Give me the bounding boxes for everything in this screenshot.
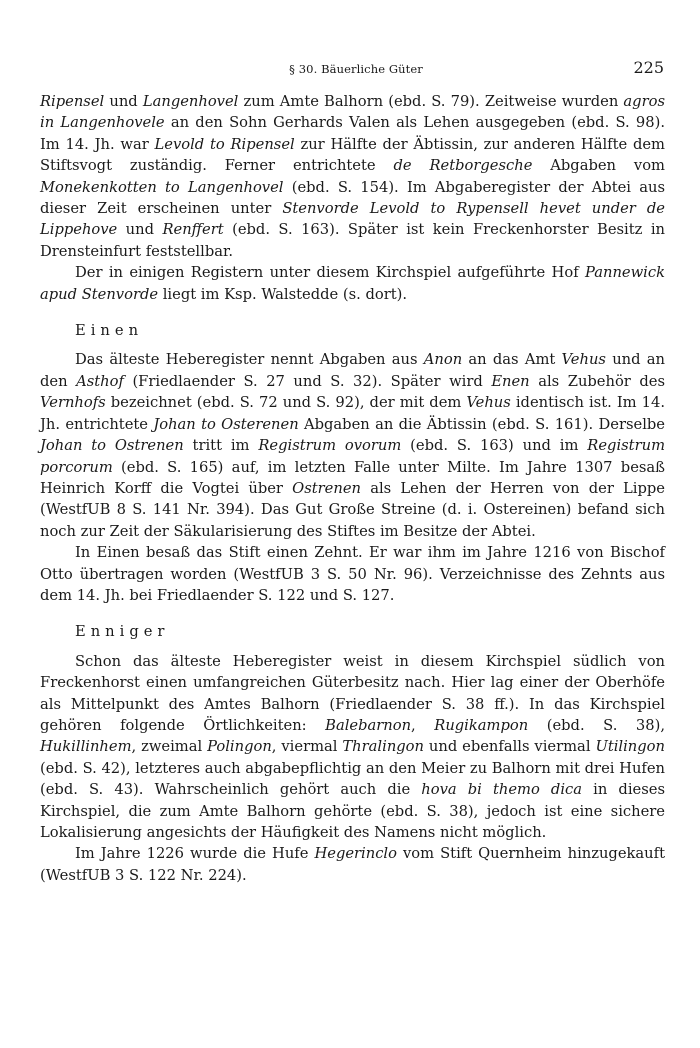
italic-term: Asthof [76,372,124,390]
text-run: vom Stift Quernheim hinzugekauft (WestfUB 3 S. 122 Nr. 224). [40,845,665,884]
italic-term: de Retborgesche [393,157,533,175]
italic-term: Langenhovel [142,93,239,110]
text-run: und an den [40,351,665,390]
italic-term: Vernhofs [40,394,106,412]
text-run: als Lehen der Herren von der Lippe (WestfUB 8 S. 141 Nr. 394). Das Gut Große Streine (d. i. Ostereinen) befand sich noch zur Zeit der Säkularisierung des Stiftes im Besitze der Abtei. [40,479,665,540]
text-run: identisch ist. Im 14. Jh. entrichtete [40,394,665,433]
paragraph-enniger-1 [40,651,665,844]
text-run: (Friedlaender S. 27 und S. 32). Später wird [123,372,492,390]
text-run: zur Hälfte der Äbtissin, zur anderen Hälfte dem Stiftsvogt zuständig. Ferner entrichtete [40,135,665,175]
italic-term: Johan to Ostrenen [40,437,184,455]
text-run: Abgaben an die Äbtissin (ebd. S. 161). Derselbe [298,415,665,433]
text-run: Das älteste Heberegister nennt Abgaben aus [75,351,424,369]
italic-term: Enen [491,372,530,390]
text-run: Abgaben vom [532,157,665,175]
text-run: , zweimal [131,738,208,756]
text-run: bezeichnet (ebd. S. 72 und S. 92), der mit dem [105,394,467,412]
italic-term: Anon [423,351,463,369]
text-run: zum Amte Balhorn (ebd. S. 79). Zeitweise wurden [238,93,624,110]
italic-term: Stenvorde Levold to Rypensell hevet under de Lippehove [40,200,666,239]
text-run: und [104,93,143,110]
text-run: Der in einigen Registern unter diesem Kirchspiel aufgeführte Hof [75,264,585,282]
running-title: § 30. Bäuerliche Güter [289,62,423,76]
text-run: und [117,221,163,239]
paragraph-enniger-2 [40,843,665,886]
section-heading-einen: Einen [75,322,144,340]
italic-term: Thralingon [342,738,424,756]
text-run: (ebd. S. 165) auf, im letzten Falle unter Milte. Im Jahre 1307 besaß Heinrich Korff die Vogtei über [40,458,665,497]
italic-term: agros in Langenhovele [40,93,665,132]
italic-term: Monekenkotten to Langenhovel [40,178,284,196]
paragraph-pannewick [40,262,665,305]
text-run: und ebenfalls viermal [423,738,596,756]
section-heading-enniger: Enniger [75,623,170,641]
italic-term: Registrum porcorum [40,437,665,476]
text-run: an das Amt [462,351,562,369]
italic-term: Ripensel [40,93,105,110]
italic-term: Pannewick apud Stenvorde [40,264,665,303]
paragraph-einen-1 [40,349,665,542]
text-run: an den Sohn Gerhards Valen als Lehen ausgegeben (ebd. S. 98). Im 14. Jh. war [40,114,666,153]
italic-term: Rugikampon [434,716,529,734]
text-run: In Einen besaß das Stift einen Zehnt. Er war ihm im Jahre 1216 von Bischof Otto übertragen worden (WestfUB 3 S. 50 Nr. 96). Verzeichnisse des Zehnts aus dem 14. Jh. bei Friedlaender S. 122 und S. 127. [40,544,665,604]
italic-term: Johan to Osterenen [153,415,299,433]
text-run: (ebd. S. 42), letzteres auch abgabepflichtig an den Meier zu Balhorn mit drei Hufen (ebd. S. 43). Wahrscheinlich gehört auch die [40,759,665,799]
page-number: 225 [633,58,664,77]
text-run: als Zubehör des [529,372,665,390]
running-head [40,58,664,82]
text-run: Schon das älteste Heberegister weist in diesem Kirchspiel südlich von Freckenhorst einen umfangreichen Güterbesitz nach. Hier lag einer der Oberhöfe als Mittelpunkt des Amtes Balhorn (Friedlaender S. 38 ff.). In das Kirchspiel gehören folgende Örtlichkeiten: [40,652,665,734]
text-run: , [411,716,435,734]
text-run: (ebd. S. 163). Später ist kein Freckenhorster Besitz in Drensteinfurt feststellbar. [40,221,665,260]
text-run: (ebd. S. 38), [528,716,665,734]
text-run: Im Jahre 1226 wurde die Hufe [75,845,315,863]
italic-term: Utilingon [595,738,665,756]
text-run: , viermal [271,738,343,756]
text-run: in dieses Kirchspiel, die zum Amte Balhorn gehörte (ebd. S. 38), jedoch ist eine sichere Lokalisierung angesichts der Häufigkeit des Namens nicht möglich. [40,781,665,841]
paragraph-einen-2 [40,542,665,606]
italic-term: Hegerinclo [314,845,397,863]
paragraph-continuation [40,91,665,262]
page-body [40,91,665,886]
italic-term: Balebarnon [325,716,412,734]
italic-term: Levold to Ripensel [154,135,295,153]
text-run: liegt im Ksp. Walstedde (s. dort). [158,285,408,303]
italic-term: Renffert [162,221,224,239]
italic-term: Registrum ovorum [258,437,402,455]
italic-term: Vehus [561,351,606,369]
italic-term: hova bi themo dica [421,781,583,799]
text-run: (ebd. S. 154). Im Abgaberegister der Abtei aus dieser Zeit erscheinen unter [40,178,665,218]
italic-term: Polingon [207,738,272,756]
text-run: (ebd. S. 163) und im [401,437,588,455]
text-run: tritt im [183,437,259,455]
italic-term: Hukillinhem [40,738,132,756]
italic-term: Ostrenen [292,479,361,497]
italic-term: Vehus [466,394,511,412]
